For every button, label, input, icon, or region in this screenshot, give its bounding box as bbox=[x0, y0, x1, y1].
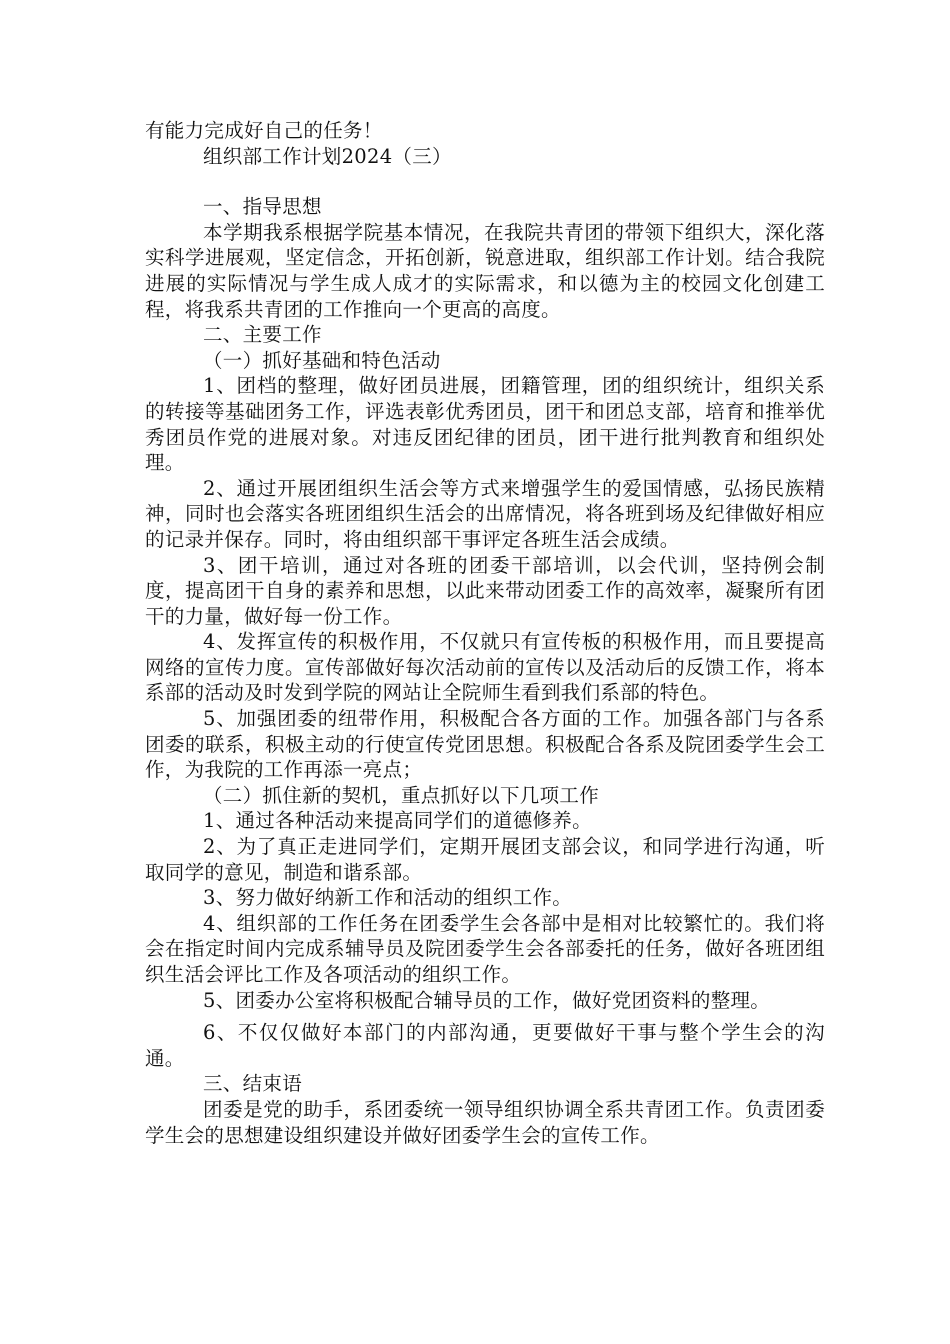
paragraph-guiding-ideology: 本学期我系根据学院基本情况，在我院共青团的带领下组织大，深化落实科学进展观，坚定信念，开拓创新，锐意进取，组织部工作计划。结合我院进展的实际情况与学生成人成才的实际需求，和以德为主的校园文化创建工程，将我系共青团的工作推向一个更高的高度。 bbox=[145, 220, 825, 321]
subheading-new-opportunity: （二）抓住新的契机，重点抓好以下几项工作 bbox=[203, 783, 600, 807]
spacer bbox=[145, 169, 825, 194]
task-4-organization-dept: 4、组织部的工作任务在团委学生会各部中是相对比较繁忙的。我们将会在指定时间内完成系辅导员及院团委学生会各部委托的任务，做好各班团组织生活会评比工作及各项活动的组织工作。 bbox=[145, 911, 825, 986]
item-5-liaison-role: 5、加强团委的纽带作用，积极配合各方面的工作。加强各部门与各系团委的联系，积极主动的行使宣传党团思想。积极配合各系及院团委学生会工作，为我院的工作再添一亮点； bbox=[145, 707, 825, 782]
document-title: 组织部工作计划2024（三） bbox=[203, 144, 452, 168]
item-1-league-files: 1、团档的整理，做好团员进展，团籍管理，团的组织统计，组织关系的转接等基础团务工作，评选表彰优秀团员，团干和团总支部，培育和推举优秀团员作党的进展对象。对违反团纪律的团员，团干进行批判教育和组织处理。 bbox=[145, 374, 825, 475]
spacer bbox=[145, 1013, 825, 1020]
item-3-cadre-training: 3、团干培训，通过对各班的团委干部培训，以会代训，坚持例会制度，提高团干自身的素养和思想，以此来带动团委工作的高效率，凝聚所有团干的力量，做好每一份工作。 bbox=[145, 553, 825, 628]
task-3-recruitment: 3、努力做好纳新工作和活动的组织工作。 bbox=[203, 886, 573, 910]
paragraph-conclusion: 团委是党的助手，系团委统一领导组织协调全系共青团工作。负责团委学生会的思想建设组织建设并做好团委学生会的宣传工作。 bbox=[145, 1097, 825, 1147]
heading-conclusion: 三、结束语 bbox=[203, 1072, 303, 1096]
previous-section-ending: 有能力完成好自己的任务！ bbox=[145, 119, 383, 142]
task-2-branch-meetings: 2、为了真正走进同学们，定期开展团支部会议，和同学进行沟通，听取同学的意见，制造和谐系部。 bbox=[145, 835, 825, 884]
heading-guiding-ideology: 一、指导思想 bbox=[203, 195, 322, 219]
task-1-moral-education: 1、通过各种活动来提高同学们的道德修养。 bbox=[203, 809, 592, 833]
task-5-league-office: 5、团委办公室将积极配合辅导员的工作，做好党团资料的整理。 bbox=[203, 988, 771, 1012]
item-2-organization-life: 2、通过开展团组织生活会等方式来增强学生的爱国情感，弘扬民族精神，同时也会落实各班团组织生活会的出席情况，将各班到场及纪律做好相应的记录并保存。同时，将由组织部干事评定各班生活会成绩。 bbox=[145, 476, 825, 551]
subheading-basics-and-activities: （一）抓好基础和特色活动 bbox=[203, 348, 441, 372]
item-4-publicity: 4、发挥宣传的积极作用，不仅就只有宣传板的积极作用，而且要提高网络的宣传力度。宣传部做好每次活动前的宣传以及活动后的反馈工作，将本系部的活动及时发到学院的网站让全院师生看到我们系部的特色。 bbox=[145, 630, 825, 705]
heading-main-work: 二、主要工作 bbox=[203, 323, 322, 347]
task-6-communication: 6、不仅仅做好本部门的内部沟通，更要做好干事与整个学生会的沟通。 bbox=[145, 1021, 825, 1070]
document-body bbox=[145, 118, 825, 1148]
